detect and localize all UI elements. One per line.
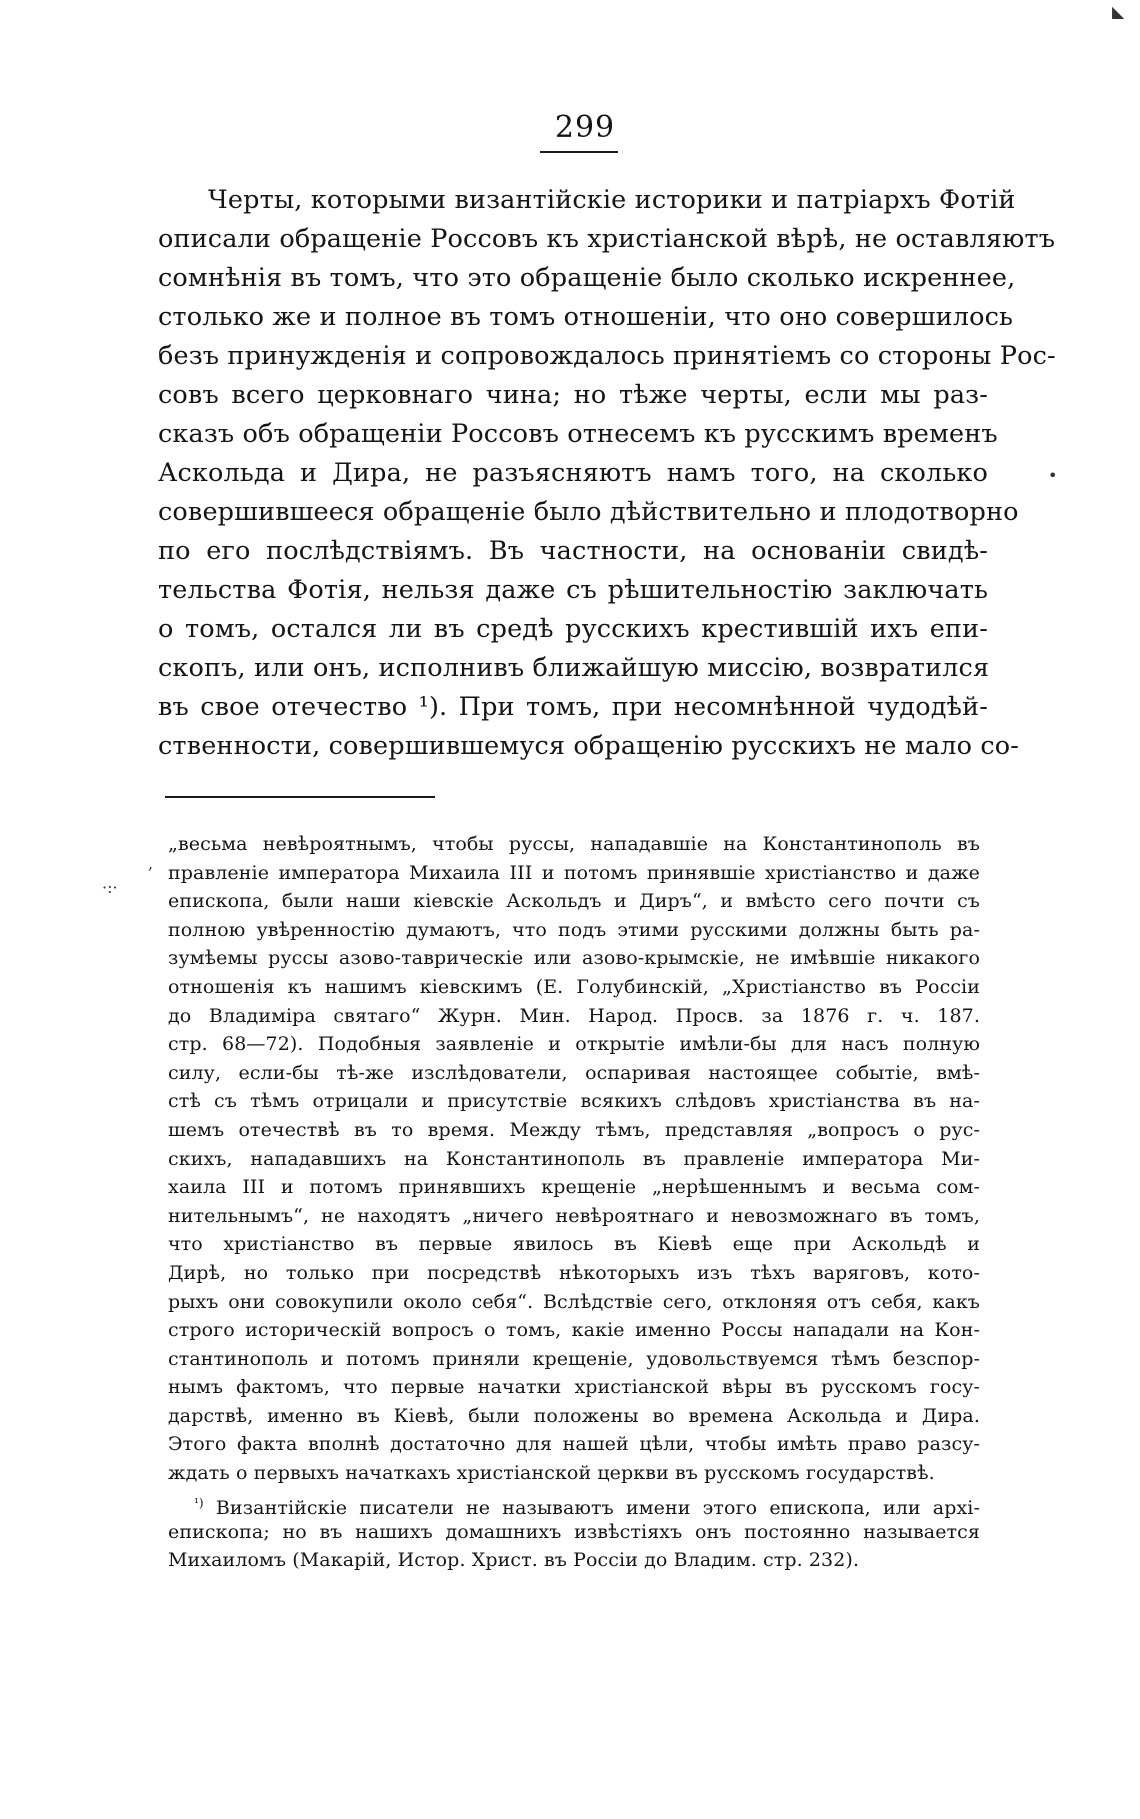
footnote-line: силу, если-бы тѣ-же изслѣдователи, оспаривая настоящее событіе, вмѣ- [168, 1061, 980, 1084]
main-text-line: совъ всего церковнаго чина; но тѣже черты, если мы раз- [158, 380, 988, 410]
footnote-line: хаила III и потомъ принявшихъ крещеніе „нерѣшеннымъ и весьма сом- [168, 1176, 980, 1199]
footnote-line: епископа, были наши кіевскіе Аскольдъ и Диръ“, и вмѣсто сего почти съ [168, 890, 980, 913]
main-text [158, 181, 1056, 766]
scan-mark: ·:· [102, 878, 118, 897]
footnote-line: Дирѣ, но только при посредствѣ нѣкоторыхъ изъ тѣхъ варяговъ, кото- [168, 1261, 980, 1284]
footnote-line: нительнымъ“, не находятъ „ничего невѣроятнаго и невозможнаго въ томъ, [168, 1204, 980, 1227]
footnote-line: шемъ отечествѣ въ то время. Между тѣмъ, представляя „вопросъ о рус- [168, 1118, 980, 1141]
main-text-line: Аскольда и Дира, не разъясняютъ намъ того, на сколько [158, 458, 988, 488]
footnote-1-first-line-text: Византійскіе писатели не называютъ имени этого епископа, или архі- [215, 1497, 981, 1519]
main-text-line: сомнѣнія въ томъ, что это обращеніе было сколько искреннее, [158, 263, 1016, 293]
footnote-line: отношенія къ нашимъ кіевскимъ (Е. Голубинскій, „Христіанство въ Россіи [168, 975, 980, 998]
main-text-line: Черты, которыми византійскіе историки и патріархъ Фотій [208, 185, 1016, 215]
main-text-line: ственности, совершившемуся обращенію русскихъ не мало со- [158, 731, 1020, 761]
footnote-line: рыхъ они совокупили около себя“. Вслѣдствіе сего, отклоняя отъ себя, какъ [168, 1290, 980, 1313]
scan-mark: , [148, 854, 154, 873]
main-text-line: по его послѣдствіямъ. Въ частности, на основаніи свидѣ- [158, 536, 988, 566]
page-number: 299 [554, 110, 616, 145]
footnote-line: нымъ фактомъ, что первые начатки христіанской вѣры въ русскомъ госу- [168, 1376, 980, 1399]
footnote-line: полною увѣренностію думаютъ, что подъ этими русскими должны быть ра- [168, 918, 980, 941]
footnote-line: что христіанство въ первые явилось въ Кіевѣ еще при Аскольдѣ и [168, 1233, 980, 1256]
main-text-line: совершившееся обращеніе было дѣйствительно и плодотворно [158, 497, 1019, 527]
footnote-line: стантинополь и потомъ приняли крещеніе, удовольствуемся тѣмъ безспор- [168, 1347, 980, 1370]
footnote-line: зумѣемы руссы азово-таврическіе или азово-крымскіе, не имѣвшіе никакого [168, 947, 980, 970]
footnote-continuation [168, 830, 980, 1488]
footnote-line: ждать о первыхъ начаткахъ христіанской церкви въ русскомъ государствѣ. [168, 1462, 935, 1485]
main-text-line: столько же и полное въ томъ отношеніи, что оно совершилось [158, 302, 1014, 332]
main-text-line: въ свое отечество ¹). При томъ, при несомнѣнной чудодѣй- [158, 692, 988, 722]
footnote-line: стр. 68—72). Подобныя заявленіе и открытіе имѣли-бы для насъ полную [168, 1033, 980, 1056]
main-text-line: о томъ, остался ли въ средѣ русскихъ крестившій ихъ епи- [158, 614, 988, 644]
footnote-line: епископа; но въ нашихъ домашнихъ извѣстіяхъ онъ постоянно называется [168, 1520, 980, 1543]
main-text-line: сказъ объ обращеніи Россовъ отнесемъ къ русскимъ временъ [158, 419, 998, 449]
footnote-line: скихъ, нападавшихъ на Константинополь въ правленіе императора Ми- [168, 1147, 980, 1170]
page-number-rule [540, 151, 618, 153]
footnote-line: строго историческій вопросъ о томъ, какіе именно Россы нападали на Кон- [168, 1319, 980, 1342]
footnote-line: до Владиміра святаго“ Журн. Мин. Народ. Просв. за 1876 г. ч. 187. [168, 1004, 980, 1027]
main-text-line: безъ принужденія и сопровождалось принятіемъ со стороны Рос- [158, 341, 1056, 371]
footnote-line: Михаиломъ (Макарій, Истор. Христ. въ Россіи до Владим. стр. 232). [168, 1549, 860, 1572]
main-text-line: тельства Фотія, нельзя даже съ рѣшительностію заключать [158, 575, 988, 605]
footnote-line: правленіе императора Михаила III и потомъ принявшіе христіанство и даже [168, 861, 980, 884]
footnote-line: стѣ съ тѣмъ отрицали и присутствіе всякихъ слѣдовъ христіанства въ на- [168, 1090, 980, 1113]
footnote-line: дарствѣ, именно въ Кіевѣ, были положены во времена Аскольда и Дира. [168, 1404, 980, 1427]
scan-mark: • [1048, 466, 1058, 485]
main-text-line: описали обращеніе Россовъ къ христіанской вѣрѣ, не оставляютъ [158, 224, 1056, 254]
footnote-line: Этого факта вполнѣ достаточно для нашей цѣли, чтобы имѣть право разсу- [168, 1433, 980, 1456]
footnote-divider [165, 796, 435, 798]
scan-mark: ◣ [1112, 2, 1125, 21]
footnote-1-marker: ¹) [194, 1496, 204, 1510]
footnote-line: „весьма невѣроятнымъ, чтобы руссы, нападавшіе на Константинополь въ [168, 833, 980, 855]
footnote-1-first-line [168, 1489, 980, 1518]
footnote-1 [168, 1489, 980, 1575]
main-text-line: скопъ, или онъ, исполнивъ ближайшую миссію, возвратился [158, 653, 990, 683]
